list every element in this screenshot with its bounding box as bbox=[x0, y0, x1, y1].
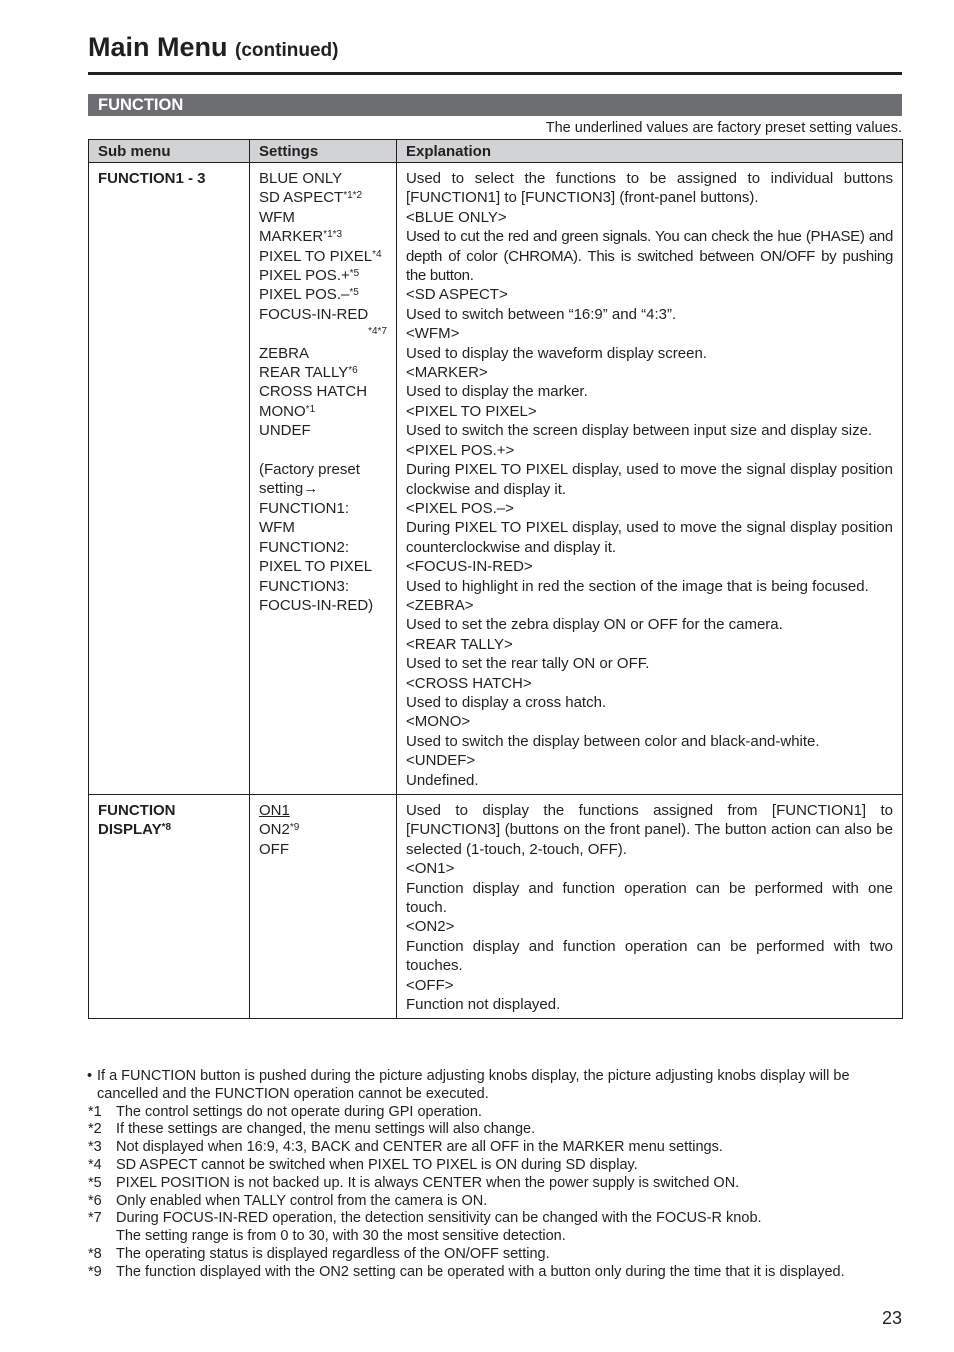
setting-on2-label: ON2 bbox=[259, 821, 290, 839]
footnote-text: Not displayed when 16:9, 4:3, BACK and CENTER are all OFF in the MARKER menu settings. bbox=[116, 1139, 723, 1156]
setting-rear-tally-label: REAR TALLY bbox=[259, 364, 349, 382]
setting-focus-in-red: FOCUS-IN-RED bbox=[259, 305, 369, 323]
footnote-8 bbox=[88, 1246, 902, 1264]
explanation-cell bbox=[397, 163, 903, 795]
explanation-heading: <ON2> bbox=[406, 918, 455, 936]
footnote-text: The function displayed with the ON2 setting can be operated with a button only during the time that it is displayed. bbox=[116, 1263, 845, 1280]
header-settings: Settings bbox=[250, 140, 397, 163]
footnote-marker: *1*2 bbox=[343, 190, 363, 202]
factory-preset-line: WFM bbox=[259, 519, 295, 537]
factory-preset-line: FUNCTION1: bbox=[259, 499, 349, 517]
footnote-text: The operating status is displayed regardless of the ON/OFF setting. bbox=[116, 1245, 550, 1262]
setting-off: OFF bbox=[259, 840, 289, 858]
menu-table bbox=[88, 139, 903, 1019]
footnote-marker: *4*7 bbox=[368, 326, 387, 338]
footnote-1 bbox=[88, 1104, 902, 1122]
explanation-paragraph: During PIXEL TO PIXEL display, used to move the signal display position clockwise and display it. bbox=[406, 461, 893, 498]
footnote-2 bbox=[88, 1121, 902, 1139]
footnotes bbox=[88, 1068, 902, 1282]
setting-mono-label: MONO bbox=[259, 402, 306, 420]
preset-note: The underlined values are factory preset setting values. bbox=[545, 120, 902, 136]
explanation-heading: <PIXEL POS.–> bbox=[406, 499, 514, 517]
footnote-text: SD ASPECT cannot be switched when PIXEL TO PIXEL is ON during SD display. bbox=[116, 1156, 638, 1173]
setting-marker bbox=[259, 227, 387, 246]
footnote-mark: *8 bbox=[88, 1245, 102, 1262]
footnote-mark: *9 bbox=[88, 1263, 102, 1280]
explanation-paragraph: Used to switch between “16:9” and “4:3”. bbox=[406, 305, 677, 323]
explanation-heading: <ON1> bbox=[406, 860, 455, 878]
explanation-heading: <PIXEL TO PIXEL> bbox=[406, 402, 537, 420]
section-header bbox=[88, 94, 902, 116]
footnote-mark: *5 bbox=[88, 1174, 102, 1191]
explanation-heading: <BLUE ONLY> bbox=[406, 208, 507, 226]
bullet-mark: • bbox=[87, 1068, 93, 1084]
factory-preset-line: setting→ bbox=[259, 480, 319, 498]
explanation-paragraph: Used to highlight in red the section of the image that is being focused. bbox=[406, 577, 869, 595]
footnote-marker: *1 bbox=[305, 403, 316, 415]
explanation-heading: <MONO> bbox=[406, 713, 471, 731]
explanation-heading: <ZEBRA> bbox=[406, 596, 474, 614]
explanation-paragraph: During PIXEL TO PIXEL display, used to move the signal display position counterclockwise and display it. bbox=[406, 519, 893, 556]
header-explanation: Explanation bbox=[397, 140, 903, 163]
submenu-function-display bbox=[89, 795, 250, 1019]
submenu-label-text: DISPLAY bbox=[98, 821, 162, 839]
explanation-paragraph: Function not displayed. bbox=[406, 996, 561, 1014]
footnote-text: During FOCUS-IN-RED operation, the detection sensitivity can be changed with the FOCUS-R knob. bbox=[116, 1210, 762, 1227]
table-row bbox=[89, 795, 903, 1019]
setting-rear-tally bbox=[259, 363, 387, 382]
footnote-text: The control settings do not operate during GPI operation. bbox=[116, 1103, 482, 1120]
setting-wfm: WFM bbox=[259, 208, 295, 226]
submenu-label-line2 bbox=[98, 820, 240, 839]
page-title-subtitle: (continued) bbox=[235, 40, 339, 61]
footnote-9 bbox=[88, 1264, 902, 1282]
section-header-label: FUNCTION bbox=[98, 96, 184, 114]
explanation-heading: <WFM> bbox=[406, 325, 460, 343]
setting-blue-only: BLUE ONLY bbox=[259, 170, 343, 187]
settings-cell bbox=[250, 795, 397, 1019]
setting-sd-aspect-label: SD ASPECT bbox=[259, 189, 344, 207]
footnote-mark: *3 bbox=[88, 1139, 102, 1156]
explanation-paragraph: Used to display a cross hatch. bbox=[406, 693, 607, 711]
footnote-mark: *2 bbox=[88, 1121, 102, 1138]
explanation-heading: <FOCUS-IN-RED> bbox=[406, 558, 533, 576]
explanation-paragraph: Function display and function operation can be performed with two touches. bbox=[406, 937, 893, 975]
table-header-row bbox=[89, 140, 903, 163]
page-number: 23 bbox=[881, 1308, 902, 1328]
explanation-paragraph: Function display and function operation can be performed with one touch. bbox=[406, 879, 893, 917]
footnote-marker: *1*3 bbox=[323, 229, 343, 241]
footnote-marker: *8 bbox=[161, 822, 172, 834]
factory-preset-line: PIXEL TO PIXEL bbox=[259, 558, 373, 576]
footnote-mark: *7 bbox=[88, 1210, 102, 1227]
setting-pixel-pos-minus-label: PIXEL POS.– bbox=[259, 286, 350, 304]
footnote-marker: *5 bbox=[349, 287, 359, 299]
explanation-paragraph: Used to set the zebra display ON or OFF for the camera. bbox=[406, 616, 783, 634]
setting-pixel-pos-plus-label: PIXEL POS.+ bbox=[259, 267, 350, 285]
explanation-heading: <OFF> bbox=[406, 976, 454, 994]
bullet-note bbox=[88, 1068, 902, 1104]
setting-pixel-pos-minus bbox=[259, 285, 387, 304]
footnote-4 bbox=[88, 1157, 902, 1175]
explanation-paragraph: Used to select the functions to be assigned to individual buttons [FUNCTION1] to [FUNCTION3] (front-panel buttons). bbox=[406, 170, 893, 207]
footnote-5 bbox=[88, 1175, 902, 1193]
header-sub-menu: Sub menu bbox=[89, 140, 250, 163]
setting-mono bbox=[259, 402, 387, 421]
explanation-heading: <MARKER> bbox=[406, 364, 488, 382]
spacer bbox=[259, 441, 387, 460]
explanation-paragraph: Used to display the waveform display screen. bbox=[406, 344, 707, 362]
factory-preset-line: (Factory preset bbox=[259, 461, 360, 479]
title-rule bbox=[88, 72, 902, 75]
explanation-heading: <SD ASPECT> bbox=[406, 286, 508, 304]
footnote-text-continued: The setting range is from 0 to 30, with 30 the most sensitive detection. bbox=[116, 1228, 566, 1245]
setting-on1-default bbox=[259, 801, 387, 820]
footnote-6 bbox=[88, 1193, 902, 1211]
explanation-paragraph: Used to switch the screen display between input size and display size. bbox=[406, 422, 873, 440]
footnote-marker: *4 bbox=[372, 248, 382, 260]
page-title bbox=[88, 32, 338, 63]
bullet-note-text: If a FUNCTION button is pushed during the picture adjusting knobs display, the picture adjusting knobs display will be cancelled and the FUNCTION operation cannot be executed. bbox=[97, 1068, 850, 1102]
footnote-marker: *5 bbox=[349, 268, 360, 280]
footnote-text: If these settings are changed, the menu settings will also change. bbox=[116, 1121, 536, 1138]
explanation-paragraph: Used to switch the display between color and black-and-white. bbox=[406, 732, 820, 750]
footnote-mark: *6 bbox=[88, 1192, 102, 1209]
explanation-heading: <UNDEF> bbox=[406, 752, 476, 770]
factory-preset-line: FOCUS-IN-RED) bbox=[259, 596, 374, 614]
setting-sd-aspect bbox=[259, 188, 387, 207]
footnote-mark: *1 bbox=[88, 1103, 102, 1120]
setting-zebra: ZEBRA bbox=[259, 344, 310, 362]
setting-undef: UNDEF bbox=[259, 422, 311, 440]
explanation-paragraph: Used to display the functions assigned from [FUNCTION1] to [FUNCTION3] (buttons on the front panel). The button action can also be selected (1-touch, 2-touch, OFF). bbox=[406, 802, 893, 858]
factory-preset-line: FUNCTION2: bbox=[259, 538, 349, 556]
explanation-cell bbox=[397, 795, 903, 1019]
page-title-main: Main Menu bbox=[88, 32, 228, 62]
setting-pixel-to-pixel-label: PIXEL TO PIXEL bbox=[259, 247, 373, 265]
setting-focus-in-red-marker bbox=[259, 324, 387, 343]
setting-cross-hatch: CROSS HATCH bbox=[259, 383, 368, 401]
explanation-heading: <CROSS HATCH> bbox=[406, 674, 532, 692]
footnote-text: Only enabled when TALLY control from the camera is ON. bbox=[116, 1192, 488, 1209]
footnote-text: PIXEL POSITION is not backed up. It is always CENTER when the power supply is switched ON. bbox=[116, 1174, 740, 1191]
explanation-paragraph: Used to display the marker. bbox=[406, 383, 588, 401]
explanation-heading: <REAR TALLY> bbox=[406, 635, 513, 653]
footnote-3 bbox=[88, 1139, 902, 1157]
submenu-function1-3: FUNCTION1 - 3 bbox=[89, 163, 250, 795]
setting-on2 bbox=[259, 820, 387, 839]
table-row bbox=[89, 163, 903, 795]
explanation-paragraph: Undefined. bbox=[406, 771, 479, 789]
factory-preset-line: FUNCTION3: bbox=[259, 577, 349, 595]
setting-pixel-pos-plus bbox=[259, 266, 387, 285]
explanation-paragraph: Used to cut the red and green signals. You can check the hue (PHASE) and depth of color (CHROMA). This is switched between ON/OFF by pushing the button. bbox=[406, 228, 893, 285]
footnote-marker: *9 bbox=[289, 822, 300, 834]
footnote-marker: *6 bbox=[348, 365, 358, 377]
explanation-heading: <PIXEL POS.+> bbox=[406, 441, 515, 459]
submenu-label-line1: FUNCTION bbox=[98, 802, 176, 819]
setting-on1-label: ON1 bbox=[259, 802, 290, 819]
settings-cell bbox=[250, 163, 397, 795]
explanation-paragraph: Used to set the rear tally ON or OFF. bbox=[406, 655, 650, 673]
setting-pixel-to-pixel bbox=[259, 247, 387, 266]
footnote-mark: *4 bbox=[88, 1156, 102, 1173]
footnote-7 bbox=[88, 1210, 902, 1246]
setting-marker-label: MARKER bbox=[259, 228, 324, 246]
